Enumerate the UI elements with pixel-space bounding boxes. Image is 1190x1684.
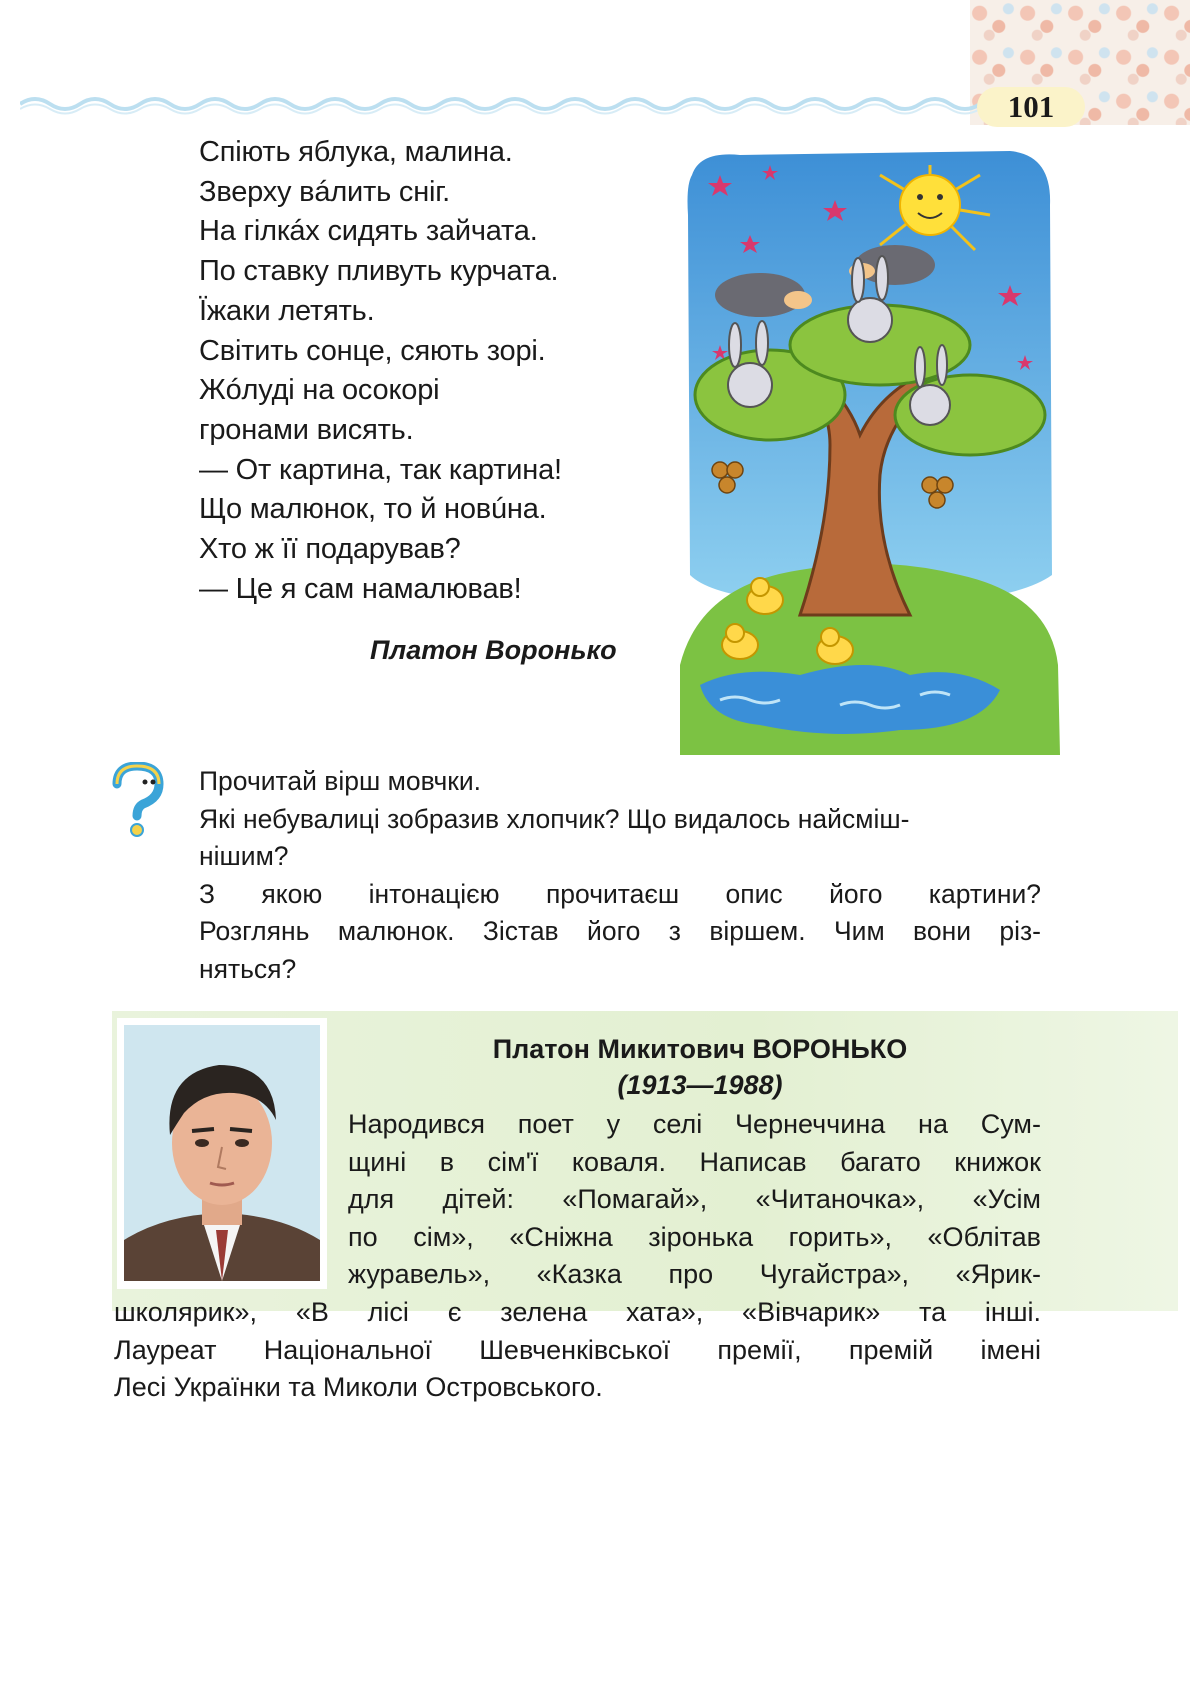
question-line: няться?: [199, 953, 297, 984]
poem-line: Світить сонце, сяють зорі.: [199, 334, 546, 367]
poem: [199, 133, 679, 609]
question-line: нішим?: [199, 841, 289, 871]
question-line: Прочитай вірш мовчки.: [199, 766, 482, 796]
questions-block: [199, 763, 1041, 988]
poem-line: По ставку пливуть курчата.: [199, 255, 559, 288]
author-portrait: [124, 1025, 320, 1281]
poem-line: Жóлуді на осокорі: [199, 374, 440, 407]
page-number: 101: [977, 87, 1085, 127]
bio-heading: [360, 1031, 1040, 1103]
poem-author: Платон Воронько: [370, 635, 617, 665]
bio-text-full: [114, 1294, 1041, 1407]
bio-line: для дітей: «Помагай», «Читаночка», «Усім: [348, 1184, 1041, 1214]
bio-line: по сім», «Сніжна зіронька горить», «Облітав: [348, 1221, 1041, 1252]
poem-line: Спіють яблука, малина.: [199, 136, 513, 168]
question-line: З якою інтонацією прочитаєш опис його картини?: [199, 878, 1041, 909]
question-mark-character-icon: [107, 762, 167, 840]
fantasy-tree-illustration: [680, 145, 1060, 755]
bio-line: журавель», «Казка про Чугайстра», «Ярик-: [348, 1259, 1041, 1289]
bio-text-indented: [348, 1106, 1041, 1294]
poem-line: — Це я сам намалював!: [199, 572, 522, 605]
bio-line: Народився поет у селі Чернеччина на Сум-: [348, 1109, 1041, 1139]
question-line: Розглянь малюнок. Зістав його з віршем. Чим вони різ-: [199, 916, 1041, 946]
question-line: Які небувалиці зобразив хлопчик? Що видалось найсміш-: [199, 803, 910, 834]
poem-line: Що малюнок, то й новúна.: [199, 493, 547, 526]
wave-divider-icon: [20, 92, 980, 116]
poem-line: гронами висять.: [199, 413, 414, 446]
bio-name: Платон Микитович ВОРОНЬКО: [492, 1034, 908, 1064]
poem-line: Хто ж її подарував?: [199, 533, 461, 566]
bio-years: (1913—1988): [617, 1070, 783, 1100]
bio-line: Лесі Українки та Миколи Островського.: [114, 1372, 603, 1402]
poem-line: На гілкáх сидять зайчата.: [199, 215, 538, 248]
poem-line: Зверху вáлить сніг.: [199, 175, 450, 208]
bio-line: щині в сім'ї коваля. Написав багато книжок: [348, 1146, 1041, 1177]
poem-line: Їжаки летять.: [199, 294, 375, 327]
bio-line: Лауреат Національної Шевченківської премії, премій імені: [114, 1334, 1041, 1365]
poem-line: — От картина, так картина!: [199, 453, 562, 486]
bio-line: школярик», «В лісі є зелена хата», «Вівчарик» та інші.: [114, 1297, 1041, 1327]
